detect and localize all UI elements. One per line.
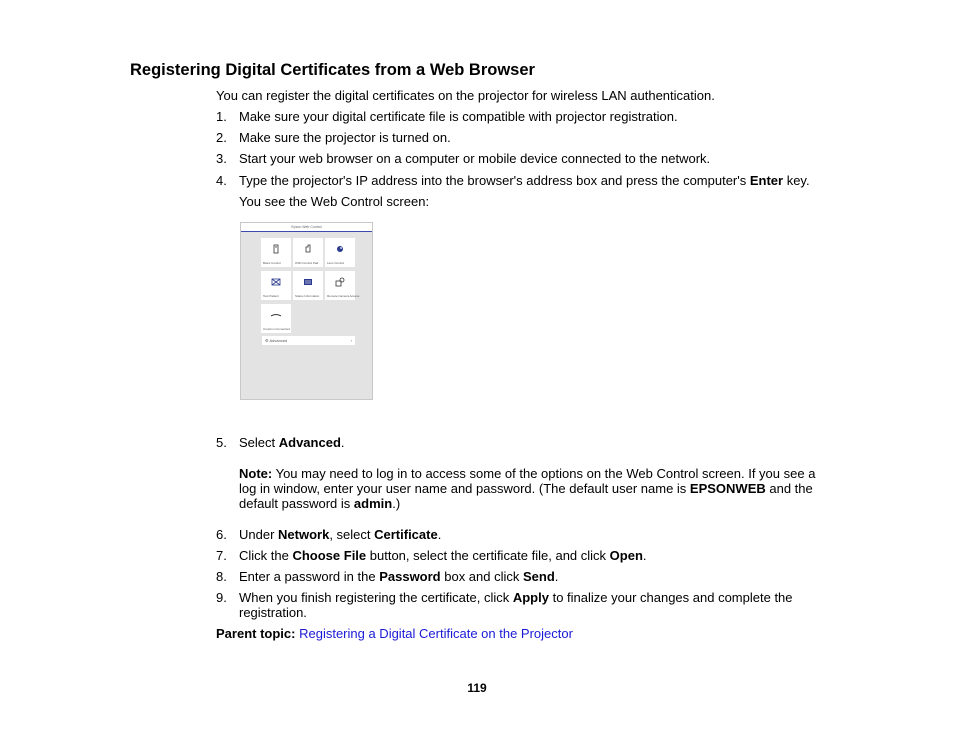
page-title: Registering Digital Certificates from a Web Browser: [130, 61, 535, 79]
step-text: Under Network, select Certificate.: [239, 527, 442, 542]
hand-icon: [303, 244, 313, 254]
advanced-row: [262, 336, 355, 345]
chevron-right-icon: ›: [350, 338, 352, 343]
pattern-icon: [271, 277, 281, 287]
basic-control-tile: [261, 238, 291, 267]
parent-topic-label: Parent topic:: [216, 626, 296, 641]
parent-topic-link[interactable]: Registering a Digital Certificate on the Projector: [299, 626, 573, 641]
step-text: Click the Choose File button, select the certificate file, and click Open.: [239, 548, 647, 563]
test-pattern-tile: [261, 271, 291, 300]
web-control-screenshot: [240, 222, 373, 400]
step-text: Select Advanced.: [239, 435, 345, 450]
see-text: You see the Web Control screen:: [239, 194, 430, 209]
remote-icon: [271, 244, 281, 254]
step-number: 4.: [216, 173, 227, 188]
camera-icon: [335, 277, 345, 287]
screenshot-header: Epson Web Control: [241, 223, 372, 232]
lens-icon: [335, 244, 345, 254]
step-number: 3.: [216, 151, 227, 166]
crestron-logo-icon: [271, 310, 281, 320]
step-number: 1.: [216, 109, 227, 124]
step-text: When you finish registering the certificate, click Apply to finalize your changes and complete the registration.: [239, 590, 793, 620]
intro-text: You can register the digital certificates on the projector for wireless LAN authentication.: [216, 88, 715, 103]
parent-topic: [216, 626, 573, 641]
osd-control-tile: [293, 238, 323, 267]
step-text: Make sure the projector is turned on.: [239, 130, 451, 145]
step-number: 2.: [216, 130, 227, 145]
tile-label: Crestron Connected: [263, 327, 290, 331]
step-text: Enter a password in the Password box and click Send.: [239, 569, 559, 584]
gear-icon: ⚙: [265, 338, 269, 343]
tile-label: Status Information: [295, 294, 320, 298]
step-number: 5.: [216, 435, 227, 450]
advanced-label: Advanced: [269, 338, 288, 343]
step-text: Start your web browser on a computer or mobile device connected to the network.: [239, 151, 711, 166]
tile-label: Test Pattern: [263, 294, 280, 298]
page-number: 119: [467, 681, 487, 695]
step-number: 7.: [216, 548, 227, 563]
step-number: 6.: [216, 527, 227, 542]
step-number: 9.: [216, 590, 227, 605]
note: Note: You may need to log in to access some of the options on the Web Control screen. If you see a log in window, enter your user name and password. (The default user name is EPSONWEB and the default password is admin.): [239, 466, 816, 511]
lens-control-tile: [325, 238, 355, 267]
status-icon: [303, 277, 313, 287]
step-text: Type the projector's IP address into the browser's address box and press the computer's Enter key.: [239, 173, 810, 188]
step-number: 8.: [216, 569, 227, 584]
remote-camera-tile: [325, 271, 360, 300]
tile-label: Lens Control: [327, 261, 345, 265]
tile-label: Basic Control: [263, 261, 281, 265]
step-text: Make sure your digital certificate file is compatible with projector registration.: [239, 109, 678, 124]
status-information-tile: [293, 271, 323, 300]
tile-label: Remote Camera Access: [327, 294, 360, 298]
tile-label: OSD Control Pad: [295, 261, 319, 265]
crestron-connected-tile: [261, 304, 291, 333]
